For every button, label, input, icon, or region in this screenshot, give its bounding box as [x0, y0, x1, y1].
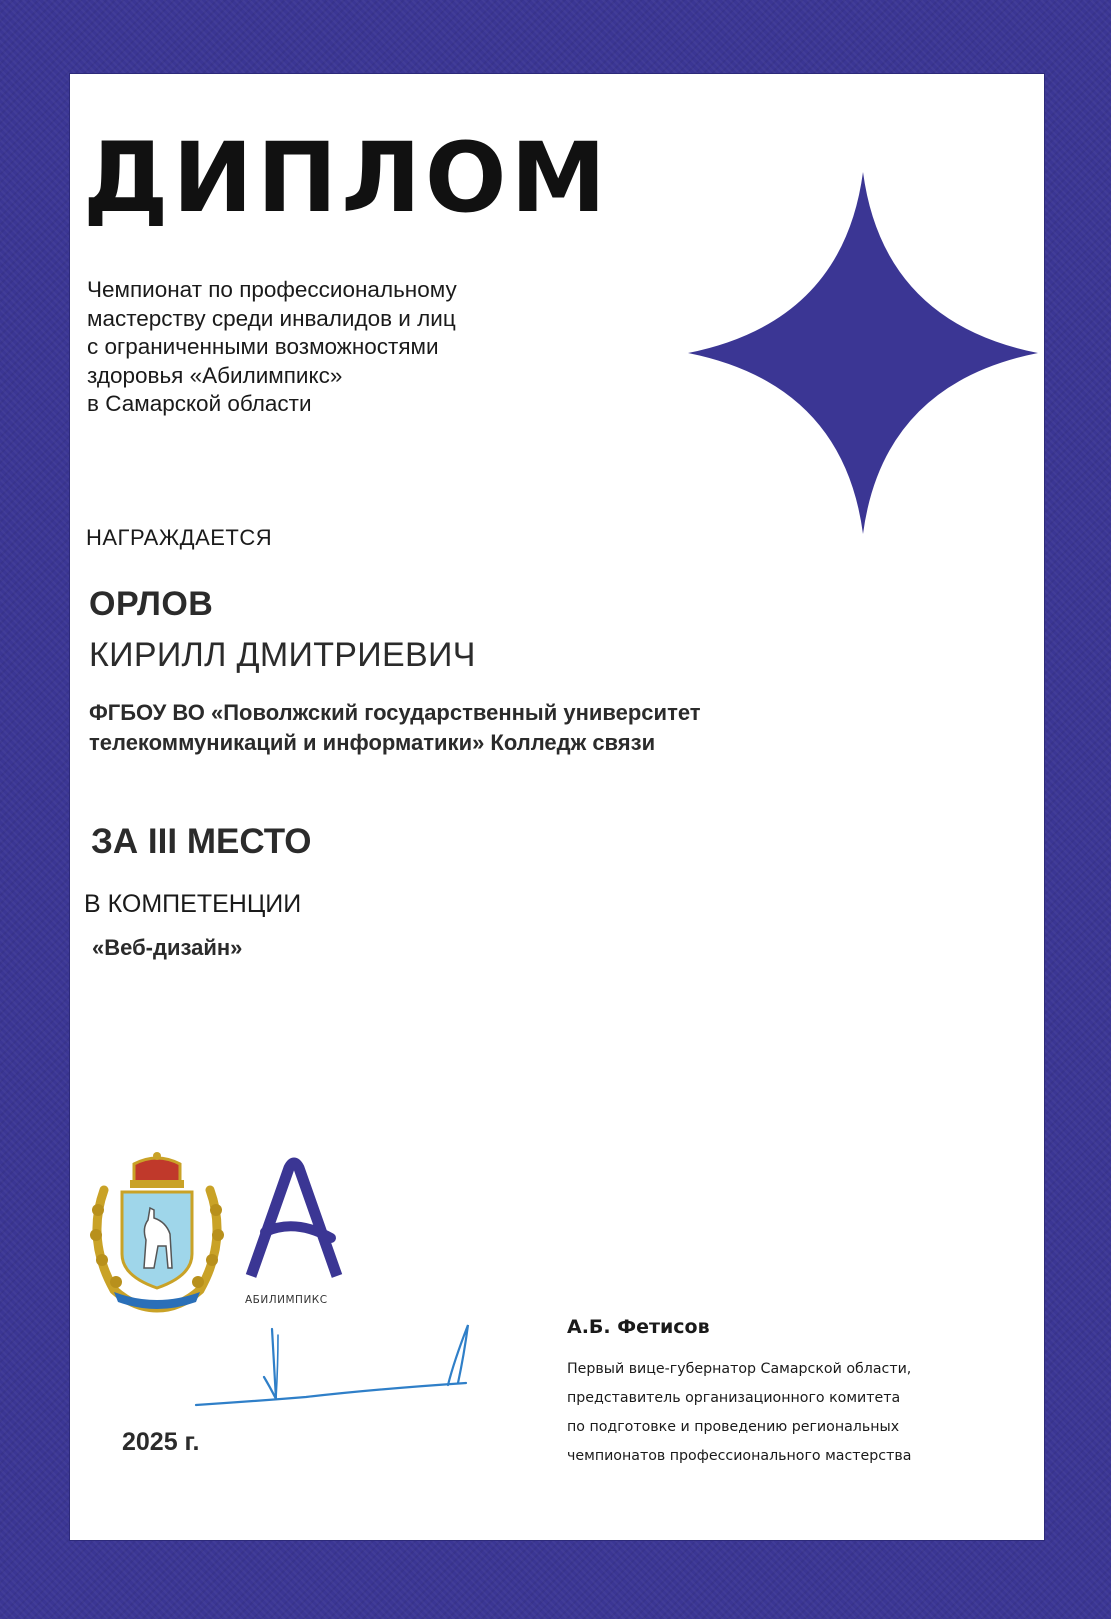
recipient-last-name: ОРЛОВ [89, 585, 214, 623]
recipient-first-names: КИРИЛЛ ДМИТРИЕВИЧ [89, 636, 476, 674]
championship-text [87, 276, 647, 419]
organization-line: телекоммуникаций и информатики» Колледж связи [89, 730, 656, 755]
championship-line: здоровья «Абилимпикс» [87, 362, 343, 388]
signer-position-line: по подготовке и проведению региональных [567, 1419, 900, 1435]
championship-line: мастерству среди инвалидов и лиц [87, 305, 456, 331]
star-icon [688, 172, 1038, 534]
diploma-year: 2025 г. [122, 1428, 200, 1456]
signer-position-line: чемпионатов профессионального мастерства [567, 1448, 912, 1464]
competence-label: В КОМПЕТЕНЦИИ [84, 890, 302, 918]
abilympics-logo-icon [243, 1160, 345, 1278]
competence-name: «Веб-дизайн» [92, 935, 243, 960]
organization [89, 698, 849, 758]
abilympics-label: АБИЛИМПИКС [245, 1294, 328, 1306]
championship-line: в Самарской области [87, 391, 312, 416]
signer-position [567, 1355, 987, 1471]
coat-of-arms-icon [84, 1150, 230, 1310]
signer-position-line: Первый вице-губернатор Самарской области, [567, 1361, 912, 1377]
signer-name: А.Б. Фетисов [567, 1316, 710, 1338]
signer-position-line: представитель организационного комитета [567, 1390, 901, 1406]
diploma-title: ДИПЛОМ [83, 122, 611, 234]
place: ЗА III МЕСТО [91, 822, 312, 861]
championship-line: с ограниченными возможностями [87, 334, 439, 359]
signature-icon [196, 1325, 486, 1415]
award-label: НАГРАЖДАЕТСЯ [86, 525, 273, 550]
organization-line: ФГБОУ ВО «Поволжский государственный университет [89, 700, 701, 725]
championship-line: Чемпионат по профессиональному [87, 277, 457, 302]
